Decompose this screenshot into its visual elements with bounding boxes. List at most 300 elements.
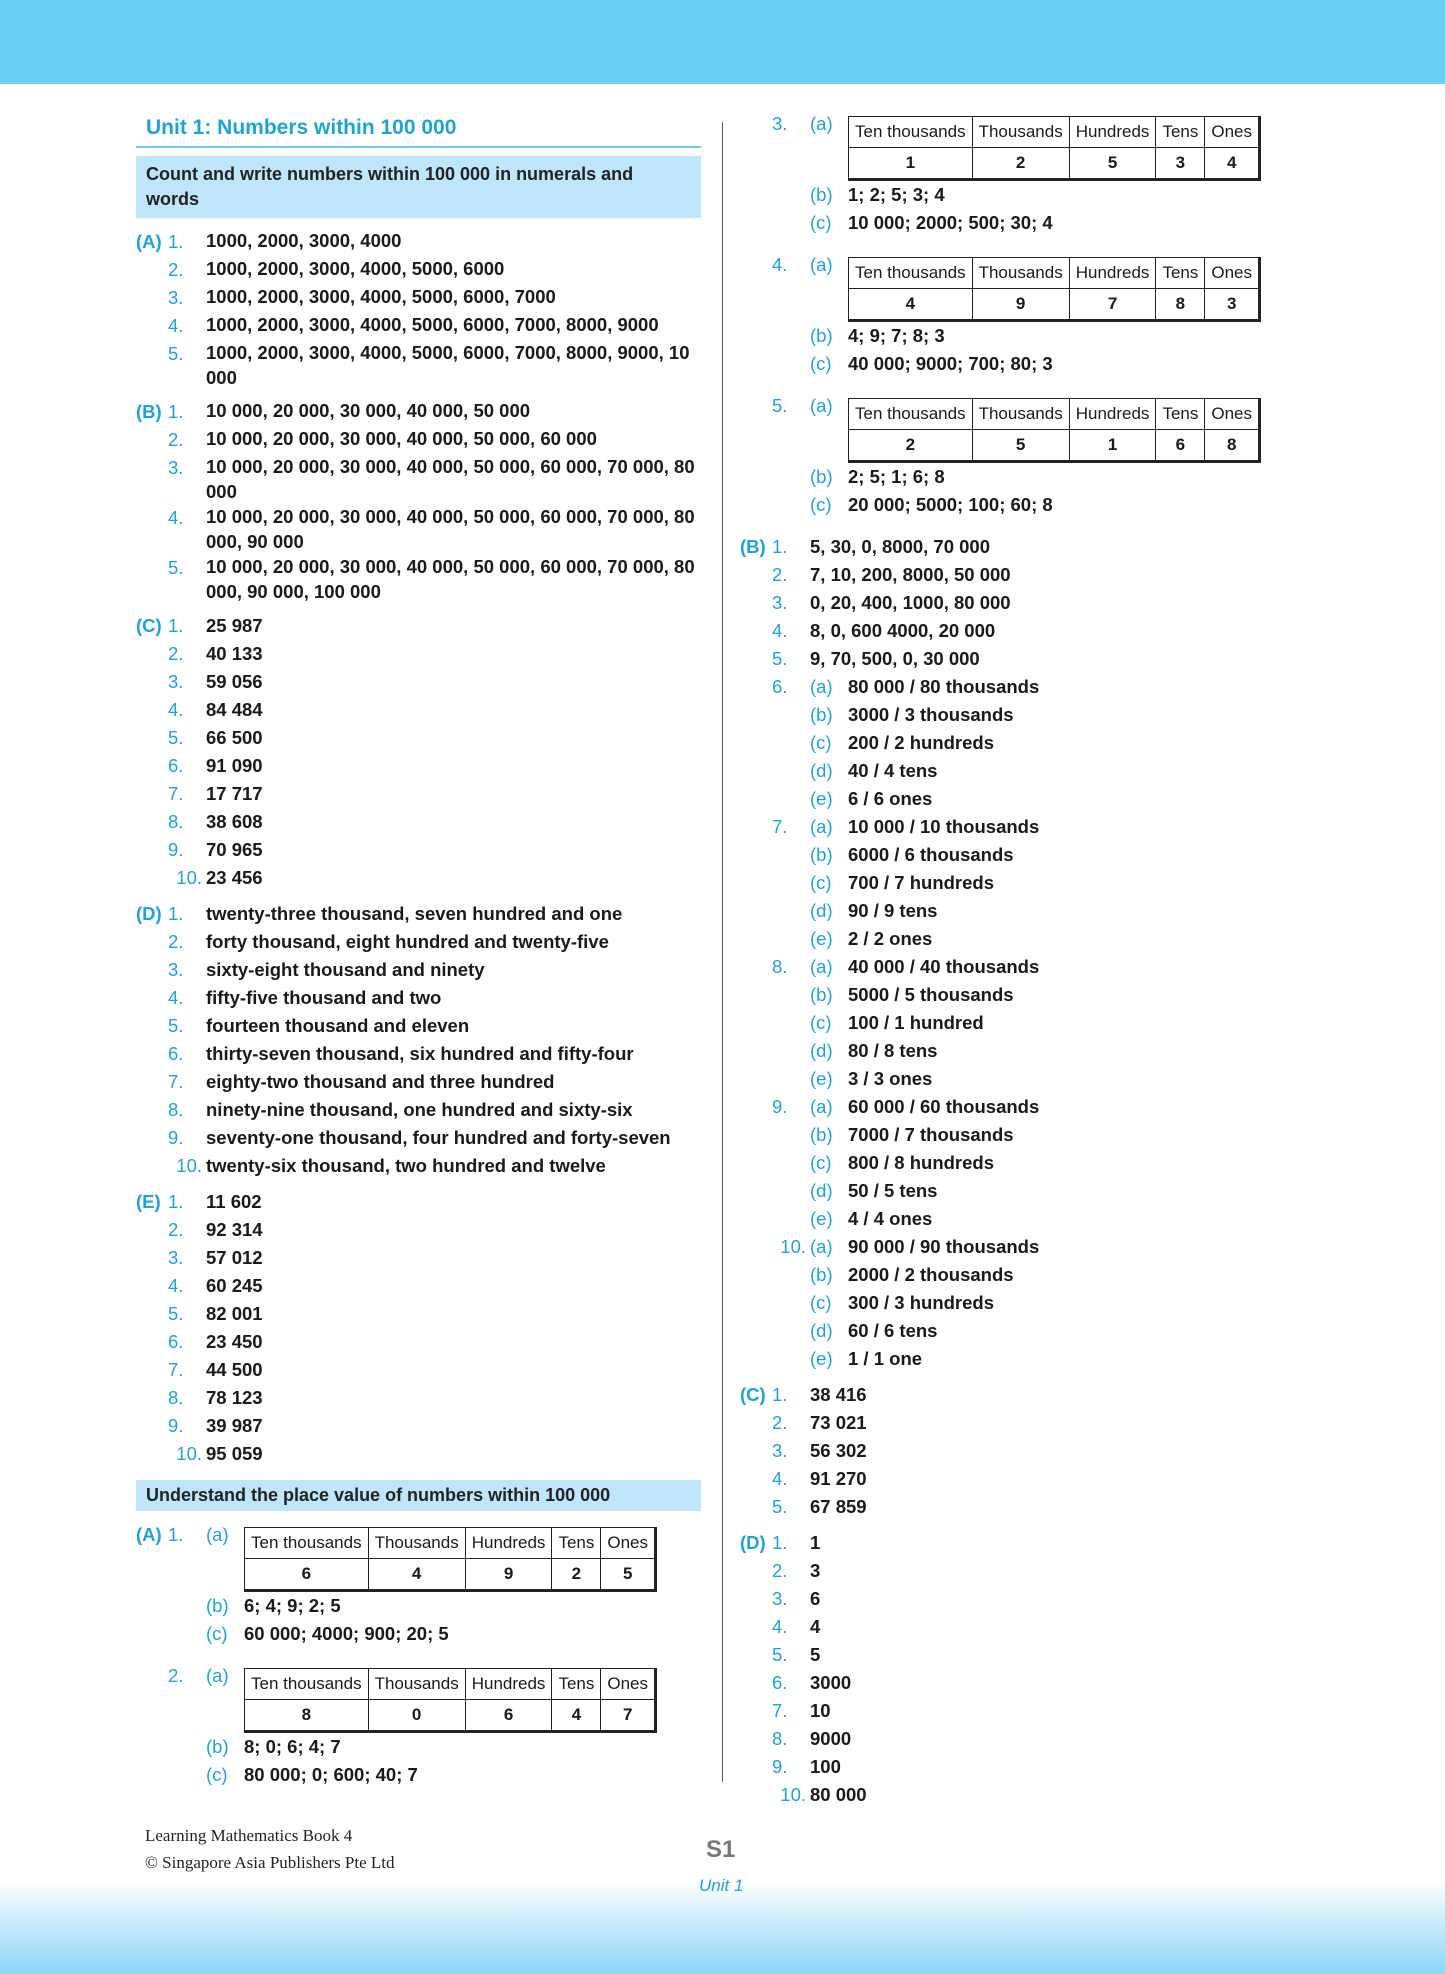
item-number: 4. <box>168 987 184 1008</box>
spacer <box>740 251 772 322</box>
answer-text: 25 987 <box>206 615 263 636</box>
spacer <box>740 322 772 350</box>
spacer <box>740 1121 772 1149</box>
spacer <box>168 1592 206 1620</box>
item-number: 5. <box>168 343 184 364</box>
sub-label: (a) <box>810 956 833 977</box>
answer-row <box>740 673 1340 701</box>
pv-header: Tens <box>1156 399 1205 430</box>
pv-item <box>136 1521 701 1648</box>
item-number: 4. <box>168 507 184 528</box>
spacer <box>136 1328 168 1356</box>
spacer <box>740 1669 772 1697</box>
answer-text: 2000 / 2 thousands <box>848 1264 1014 1285</box>
spacer <box>740 1613 772 1641</box>
sub-label: (c) <box>810 872 832 893</box>
pv-header: Ones <box>601 1528 656 1559</box>
item-number: 2. <box>168 643 184 664</box>
answer-text: 2 / 2 ones <box>848 928 933 949</box>
answer-row <box>136 928 701 956</box>
pv-header: Ten thousands <box>245 1669 369 1700</box>
answer-row <box>740 981 1340 1009</box>
answer-text: 39 987 <box>206 1415 263 1436</box>
pv-value: 9 <box>972 289 1069 321</box>
answer-text: 1 / 1 one <box>848 1348 923 1369</box>
column-divider <box>722 122 723 1782</box>
item-number: 5. <box>772 648 788 669</box>
pv-value: 8 <box>1205 430 1260 462</box>
answer-text: 95 059 <box>206 1443 263 1464</box>
spacer <box>740 617 772 645</box>
answer-row <box>136 504 701 554</box>
pv-header: Thousands <box>972 258 1069 289</box>
item-number: 9. <box>168 1415 184 1436</box>
pv-item <box>740 110 1340 237</box>
section-label: (D) <box>740 1532 766 1553</box>
spacer <box>772 841 810 869</box>
answer-text: 8; 0; 6; 4; 7 <box>244 1736 341 1757</box>
spacer <box>772 1205 810 1233</box>
item-number: 7. <box>772 816 788 837</box>
topic-heading-count-write: Count and write numbers within 100 000 in numerals and words <box>136 156 701 218</box>
answer-row <box>740 1345 1340 1373</box>
answer-row <box>136 1384 701 1412</box>
item-number: 9. <box>772 1096 788 1117</box>
pv-header: Tens <box>1156 258 1205 289</box>
answer-row <box>136 454 701 504</box>
spacer <box>136 1384 168 1412</box>
answer-text: 40 / 4 tens <box>848 760 938 781</box>
answer-row <box>136 808 701 836</box>
item-number: 7. <box>168 783 184 804</box>
answer-text: 4 <box>810 1616 821 1637</box>
sub-label: (e) <box>810 1348 833 1369</box>
sub-label: (c) <box>810 1152 832 1173</box>
pv-header: Ten thousands <box>245 1528 369 1559</box>
spacer <box>772 1149 810 1177</box>
pv-value: 9 <box>465 1559 552 1591</box>
item-number: 1. <box>168 1191 184 1212</box>
answer-row <box>136 696 701 724</box>
item-number: 6. <box>168 1331 184 1352</box>
answer-text: 2; 5; 1; 6; 8 <box>848 466 945 487</box>
pv-header: Tens <box>552 1528 601 1559</box>
spacer <box>136 1124 168 1152</box>
answer-row <box>136 864 701 892</box>
spacer <box>772 1037 810 1065</box>
pv-header: Ones <box>1205 399 1260 430</box>
item-number: 7. <box>772 1700 788 1721</box>
item-number: 8. <box>772 1728 788 1749</box>
answer-row <box>136 900 701 928</box>
answer-row <box>136 1244 701 1272</box>
spacer <box>740 1585 772 1613</box>
answer-text: forty thousand, eight hundred and twenty-five <box>206 931 609 952</box>
item-number: 2. <box>168 1219 184 1240</box>
sub-label: (b) <box>810 704 833 725</box>
answer-row <box>136 1733 701 1761</box>
unit-tag: Unit 1 <box>699 1876 744 1895</box>
answer-text: eighty-two thousand and three hundred <box>206 1071 555 1092</box>
answer-text: 90 000 / 90 thousands <box>848 1236 1040 1257</box>
answer-text: fifty-five thousand and two <box>206 987 442 1008</box>
right-column <box>740 113 1340 1817</box>
sub-label: (d) <box>810 1320 833 1341</box>
answer-text: 82 001 <box>206 1303 263 1324</box>
answer-text: 9, 70, 500, 0, 30 000 <box>810 648 980 669</box>
answer-row <box>740 1697 1340 1725</box>
item-number: 6. <box>772 1672 788 1693</box>
place-value-table <box>244 1668 657 1733</box>
spacer <box>168 1761 206 1789</box>
answer-row <box>136 1272 701 1300</box>
answer-row <box>136 1620 701 1648</box>
spacer <box>136 956 168 984</box>
item-number: 8. <box>168 1099 184 1120</box>
answer-row <box>740 1725 1340 1753</box>
spacer <box>740 561 772 589</box>
spacer <box>740 1261 772 1289</box>
section-label: (C) <box>740 1384 766 1405</box>
sub-label: (c) <box>810 1292 832 1313</box>
answer-text: 11 602 <box>206 1191 262 1212</box>
item-number: 1. <box>168 401 184 422</box>
answer-text: 100 <box>810 1756 841 1777</box>
item-number: 6. <box>772 676 788 697</box>
sub-label: (c) <box>810 353 832 374</box>
answer-row <box>740 1177 1340 1205</box>
pv-value: 6 <box>465 1700 552 1732</box>
answer-text: 80 000 / 80 thousands <box>848 676 1040 697</box>
answer-row <box>136 284 701 312</box>
item-number: 7. <box>168 1071 184 1092</box>
answer-text: 60 245 <box>206 1275 263 1296</box>
answer-text: 6000 / 6 thousands <box>848 844 1014 865</box>
section-label: (B) <box>136 401 162 422</box>
spacer <box>136 454 168 504</box>
answer-row <box>740 1317 1340 1345</box>
pv-row <box>136 1662 701 1733</box>
spacer <box>772 729 810 757</box>
item-number: 2. <box>772 1560 788 1581</box>
answer-row <box>136 256 701 284</box>
answer-section <box>136 228 701 390</box>
sub-label: (a) <box>206 1524 229 1545</box>
item-number: 2. <box>168 931 184 952</box>
spacer <box>772 897 810 925</box>
answer-row <box>136 1328 701 1356</box>
spacer <box>740 110 772 181</box>
answer-section <box>136 398 701 604</box>
spacer <box>136 724 168 752</box>
answer-row <box>740 463 1340 491</box>
pv-value: 2 <box>849 430 973 462</box>
answer-section <box>136 1188 701 1468</box>
sub-label: (a) <box>810 1096 833 1117</box>
answer-row <box>136 1592 701 1620</box>
answer-row <box>740 1493 1340 1521</box>
answer-text: 17 717 <box>206 783 263 804</box>
answer-text: fourteen thousand and eleven <box>206 1015 470 1036</box>
answer-text: 40 133 <box>206 643 263 664</box>
answer-row <box>136 752 701 780</box>
answer-text: 1000, 2000, 3000, 4000 <box>206 230 402 251</box>
answer-row <box>136 668 701 696</box>
answer-row <box>740 1093 1340 1121</box>
sub-label: (d) <box>810 760 833 781</box>
answer-section <box>740 1529 1340 1809</box>
answer-text: 57 012 <box>206 1247 263 1268</box>
item-number: 1. <box>168 903 184 924</box>
item-number: 5. <box>772 1644 788 1665</box>
topic1-answers <box>136 228 701 1468</box>
spacer <box>740 701 772 729</box>
answer-row <box>740 1641 1340 1669</box>
item-number: 10. <box>780 1784 806 1805</box>
answer-row <box>740 1753 1340 1781</box>
answer-text: 9000 <box>810 1728 852 1749</box>
answer-text: 1000, 2000, 3000, 4000, 5000, 6000, 7000 <box>206 286 556 307</box>
page-number: S1 <box>706 1836 736 1863</box>
answer-text: 6 / 6 ones <box>848 788 933 809</box>
pv-value: 4 <box>368 1559 465 1591</box>
pv-value: 2 <box>972 148 1069 180</box>
sub-label: (c) <box>810 732 832 753</box>
answer-row <box>136 1152 701 1180</box>
answer-section <box>136 900 701 1180</box>
answer-row <box>136 228 701 256</box>
section-label: (C) <box>136 615 162 636</box>
spacer <box>740 645 772 673</box>
item-number: 3. <box>168 959 184 980</box>
answer-row <box>136 398 701 426</box>
answer-row <box>740 1557 1340 1585</box>
answer-text: 90 / 9 tens <box>848 900 938 921</box>
item-number: 5. <box>168 557 184 578</box>
answer-row <box>740 561 1340 589</box>
pv-value: 8 <box>1156 289 1205 321</box>
item-number: 2. <box>772 564 788 585</box>
pv-header: Ones <box>1205 117 1260 148</box>
spacer <box>772 925 810 953</box>
item-number: 10. <box>176 1155 202 1176</box>
spacer <box>740 1205 772 1233</box>
item-number: 4. <box>168 699 184 720</box>
pv-value: 5 <box>601 1559 656 1591</box>
answer-row <box>136 426 701 454</box>
answer-row <box>136 1300 701 1328</box>
answer-text: 66 500 <box>206 727 263 748</box>
sub-label: (d) <box>810 900 833 921</box>
answer-row <box>136 956 701 984</box>
answer-row <box>136 984 701 1012</box>
spacer <box>772 491 810 519</box>
spacer <box>740 1781 772 1809</box>
answer-row <box>136 724 701 752</box>
item-number: 8. <box>168 811 184 832</box>
spacer <box>740 1437 772 1465</box>
answer-text: 0, 20, 400, 1000, 80 000 <box>810 592 1011 613</box>
answer-row <box>740 841 1340 869</box>
answer-row <box>740 925 1340 953</box>
item-number: 1. <box>772 536 788 557</box>
answer-text: 8, 0, 600 4000, 20 000 <box>810 620 996 641</box>
answer-text: thirty-seven thousand, six hundred and fifty-four <box>206 1043 634 1064</box>
sub-label: (b) <box>810 466 833 487</box>
answer-text: 3000 / 3 thousands <box>848 704 1014 725</box>
spacer <box>740 181 772 209</box>
answer-row <box>136 1068 701 1096</box>
spacer <box>772 350 810 378</box>
sub-label: (a) <box>810 816 833 837</box>
spacer <box>740 1557 772 1585</box>
item-number: 2. <box>772 1412 788 1433</box>
left-column <box>136 116 701 1803</box>
item-number: 9. <box>772 1756 788 1777</box>
item-number: 10. <box>176 1443 202 1464</box>
answer-text: 23 450 <box>206 1331 263 1352</box>
item-number: 10. <box>780 1236 806 1257</box>
spacer <box>136 1662 168 1733</box>
sub-label: (d) <box>810 1180 833 1201</box>
pv-header: Hundreds <box>465 1528 552 1559</box>
answer-row <box>740 322 1340 350</box>
answer-row <box>740 1289 1340 1317</box>
item-number: 1. <box>772 1532 788 1553</box>
answer-text: 1000, 2000, 3000, 4000, 5000, 6000, 7000, 8000, 9000, 10 000 <box>206 342 690 388</box>
spacer <box>136 1152 168 1180</box>
answer-text: 700 / 7 hundreds <box>848 872 994 893</box>
answer-text: 60 / 6 tens <box>848 1320 938 1341</box>
spacer <box>740 1093 772 1121</box>
answer-row <box>740 1437 1340 1465</box>
section-label: (A) <box>136 1524 162 1545</box>
spacer <box>136 1761 168 1789</box>
pv-header: Thousands <box>368 1669 465 1700</box>
spacer <box>136 312 168 340</box>
spacer <box>136 1412 168 1440</box>
spacer <box>740 1345 772 1373</box>
spacer <box>136 1040 168 1068</box>
spacer <box>136 780 168 808</box>
answer-row <box>740 1009 1340 1037</box>
answer-text: 300 / 3 hundreds <box>848 1292 994 1313</box>
item-number: 3. <box>168 1247 184 1268</box>
pv-header: Hundreds <box>1069 399 1156 430</box>
section-label: (D) <box>136 903 162 924</box>
answer-text: 10 000, 20 000, 30 000, 40 000, 50 000, 60 000, 70 000, 80 000, 90 000 <box>206 506 695 552</box>
answer-text: 6 <box>810 1588 821 1609</box>
copyright: © Singapore Asia Publishers Pte Ltd <box>145 1853 395 1872</box>
spacer <box>740 1009 772 1037</box>
pv-value: 4 <box>1205 148 1260 180</box>
place-value-table <box>848 257 1261 322</box>
answer-text: 73 021 <box>810 1412 867 1433</box>
spacer <box>136 984 168 1012</box>
spacer <box>740 1177 772 1205</box>
pv-header: Ten thousands <box>849 399 973 430</box>
sub-label: (b) <box>206 1736 229 1757</box>
answer-text: 40 000 / 40 thousands <box>848 956 1040 977</box>
spacer <box>772 1261 810 1289</box>
answer-row <box>136 340 701 390</box>
answer-row <box>740 1065 1340 1093</box>
sub-label: (b) <box>810 844 833 865</box>
spacer <box>740 729 772 757</box>
spacer <box>772 701 810 729</box>
spacer <box>136 1440 168 1468</box>
spacer <box>772 1289 810 1317</box>
answer-row <box>740 897 1340 925</box>
book-title: Learning Mathematics Book 4 <box>145 1826 353 1845</box>
item-number: 5. <box>772 1496 788 1517</box>
spacer <box>136 1356 168 1384</box>
answer-row <box>740 181 1340 209</box>
sub-label: (c) <box>206 1764 228 1785</box>
answer-text: 60 000; 4000; 900; 20; 5 <box>244 1623 449 1644</box>
answer-text: 40 000; 9000; 700; 80; 3 <box>848 353 1053 374</box>
answer-row <box>740 953 1340 981</box>
sub-label: (c) <box>206 1623 228 1644</box>
spacer <box>740 841 772 869</box>
pv-header: Thousands <box>368 1528 465 1559</box>
spacer <box>136 1216 168 1244</box>
item-number: 7. <box>168 1359 184 1380</box>
item-number: 5. <box>168 1303 184 1324</box>
spacer <box>136 284 168 312</box>
item-number: 1. <box>168 1524 184 1545</box>
answer-row <box>740 813 1340 841</box>
answer-text: 80 / 8 tens <box>848 1040 938 1061</box>
item-number: 9. <box>168 839 184 860</box>
answer-row <box>136 612 701 640</box>
sub-label: (e) <box>810 1068 833 1089</box>
answer-row <box>740 350 1340 378</box>
pv-value: 7 <box>601 1700 656 1732</box>
answer-text: 100 / 1 hundred <box>848 1012 984 1033</box>
spacer <box>136 752 168 780</box>
answer-text: 3000 <box>810 1672 852 1693</box>
answer-row <box>136 1356 701 1384</box>
sub-label: (e) <box>810 1208 833 1229</box>
spacer <box>740 869 772 897</box>
sub-label: (b) <box>810 1264 833 1285</box>
spacer <box>136 554 168 604</box>
spacer <box>772 181 810 209</box>
pv-header: Ones <box>601 1669 656 1700</box>
answer-row <box>740 701 1340 729</box>
answer-row <box>136 780 701 808</box>
item-number: 1. <box>772 1384 788 1405</box>
answer-row <box>740 1121 1340 1149</box>
answer-row <box>740 869 1340 897</box>
pv-value: 5 <box>1069 148 1156 180</box>
pv-header: Hundreds <box>465 1669 552 1700</box>
sub-label: (c) <box>810 494 832 515</box>
answer-text: 84 484 <box>206 699 263 720</box>
spacer <box>740 1149 772 1177</box>
spacer <box>136 340 168 390</box>
answer-row <box>740 1613 1340 1641</box>
item-number: 3. <box>168 457 184 478</box>
spacer <box>740 209 772 237</box>
pv-header: Ten thousands <box>849 258 973 289</box>
spacer <box>168 1620 206 1648</box>
answer-text: 10 000, 20 000, 30 000, 40 000, 50 000 <box>206 400 531 421</box>
answer-text: sixty-eight thousand and ninety <box>206 959 485 980</box>
answer-row <box>740 1233 1340 1261</box>
answer-section <box>740 1381 1340 1521</box>
